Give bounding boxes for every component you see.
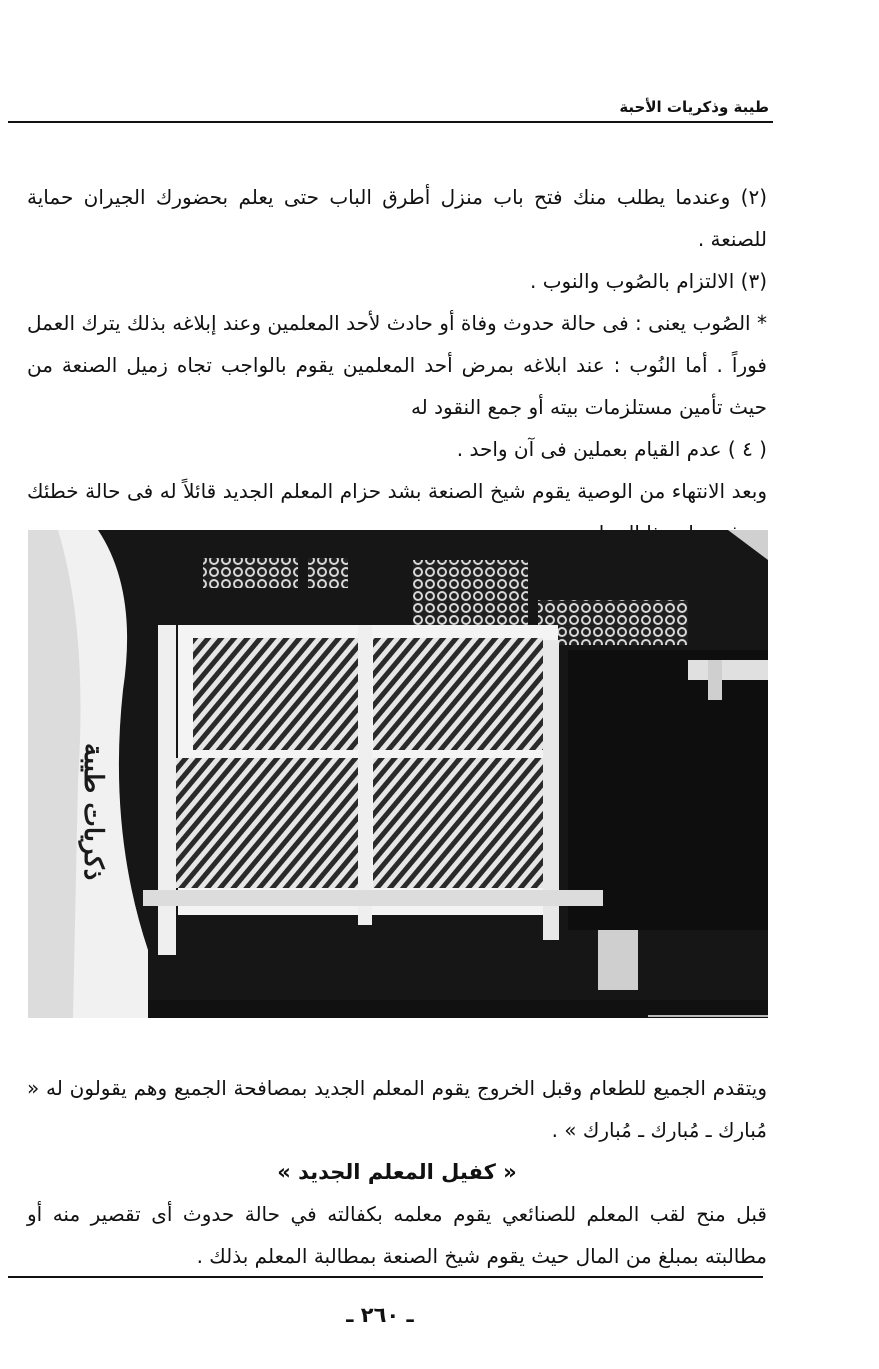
paragraph-guarantor: قبل منح لقب المعلم للصنائعي يقوم معلمه بكفالته في حالة حدوث أى تقصير منه أو مطالبته بمبلغ من المال حيث يقوم شيخ الصنعة بمطالبة المعلم بذلك . xyxy=(27,1202,767,1268)
photo-mashrabiya-window xyxy=(28,530,768,1018)
paragraph-item-4: ( ٤ ) عدم القيام بعملين فى آن واحد . xyxy=(456,437,767,461)
paragraph-belt: وبعد الانتهاء من الوصية يقوم شيخ الصنعة بشد حزام المعلم الجديد قائلاً له فى حالة خطئك xyxy=(27,479,767,503)
photo-inscription: ذكريات طيبة xyxy=(78,742,108,880)
page-number: ـ ٢٦٠ ـ xyxy=(346,1303,414,1327)
header-rule xyxy=(8,121,773,123)
paragraph-mubarak: ويتقدم الجميع للطعام وقبل الخروج يقوم المعلم الجديد بمصافحة الجميع وهم يقولون له « مُبارك ـ مُبارك ـ مُبارك » . xyxy=(27,1076,767,1142)
paragraph-sob-nob: * الصُوب يعنى : فى حالة حدوث وفاة أو حادث لأحد المعلمين وعند إبلاغه بذلك يترك العمل فوراً . أما النُوب : عند ابلاغه بمرض أحد المعلمين يقوم بالواجب تجاه زميل الصنعة من حيث تأمين مستلزمات بيته أو جمع النقود له xyxy=(27,311,767,419)
running-header: طيبة وذكريات الأحبة xyxy=(619,98,769,116)
footer-rule xyxy=(8,1276,763,1278)
section-heading: « كفيل المعلم الجديد » xyxy=(277,1160,517,1184)
paragraph-item-2: (٢) وعندما يطلب منك فتح باب منزل أطرق الباب حتى يعلم بحضورك الجيران حماية للصنعة . xyxy=(27,185,767,251)
bottom-text-block xyxy=(27,1067,767,1277)
top-text-block xyxy=(27,176,767,554)
paragraph-item-3: (٣) الالتزام بالصُوب والنوب . xyxy=(530,269,767,293)
